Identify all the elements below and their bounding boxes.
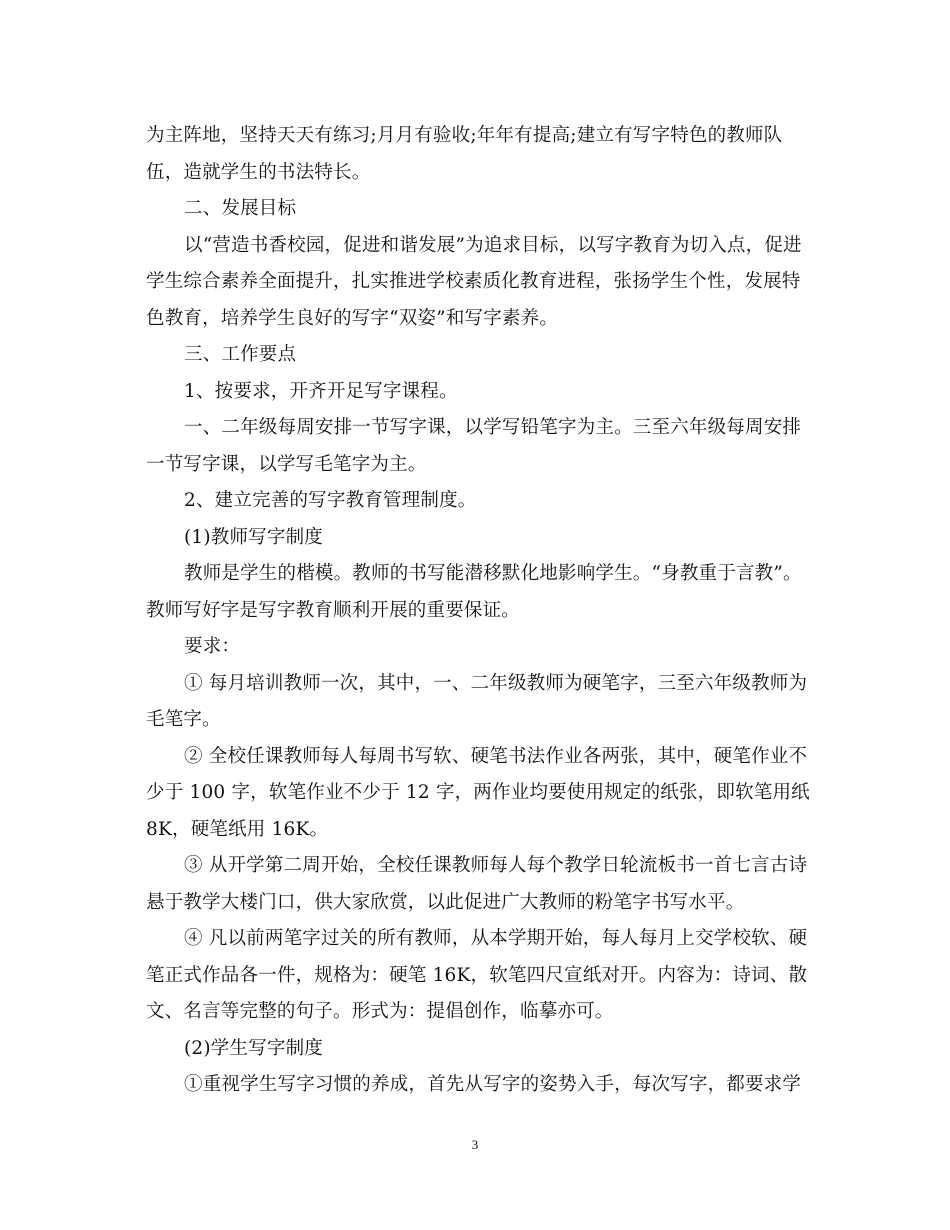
text-line: 教师写好字是写字教育顺利开展的重要保证。 [146, 599, 521, 621]
text-line: 要求： [184, 636, 241, 657]
page-number: 3 [471, 1137, 479, 1152]
text-line: (1)教师写字制度 [184, 526, 324, 548]
text-line: 笔正式作品各一件，规格为：硬笔 16K，软笔四尺宣纸对开。内容为：诗词、散 [146, 964, 808, 986]
text-line: 学生综合素养全面提升，扎实推进学校素质化教育进程，张扬学生个性，发展特 [146, 271, 801, 292]
text-line: 2、建立完善的写字教育管理制度。 [184, 490, 477, 511]
text-line: (2)学生写字制度 [184, 1037, 324, 1059]
text-line: ① 每月培训教师一次，其中，一、二年级教师为硬笔字，三至六年级教师为 [184, 672, 808, 694]
document-body [146, 118, 810, 1104]
text-line: 二、发展目标 [184, 198, 297, 219]
text-line: 悬于教学大楼门口，供大家欣赏，以此促进广大教师的粉笔字书写水平。 [146, 891, 745, 913]
text-line: 伍，造就学生的书法特长。 [146, 161, 371, 183]
text-line: 8K，硬笔纸用 16K。 [146, 818, 329, 840]
text-line: 为主阵地，坚持天天有练习;月月有验收;年年有提高;建立有写字特色的教师队 [146, 125, 783, 146]
text-line: ④ 凡以前两笔字过关的所有教师，从本学期开始，每人每月上交学校软、硬 [184, 928, 808, 949]
text-line: 毛笔字。 [146, 709, 221, 730]
text-line: 以“营造书香校园，促进和谐发展”为追求目标，以写字教育为切入点，促进 [184, 234, 802, 256]
text-line: 1、按要求，开齐开足写字课程。 [184, 380, 458, 402]
text-line: 一节写字课，以学写毛笔字为主。 [146, 453, 427, 475]
text-line: 教师是学生的楷模。教师的书写能潜移默化地影响学生。“身教重于言教”。 [184, 563, 802, 584]
text-line: 一、二年级每周安排一节写字课，以学写铅笔字为主。三至六年级每周安排 [184, 417, 802, 438]
text-line: 色教育，培养学生良好的写字“双姿”和写字素养。 [146, 307, 559, 329]
text-line: 文、名言等完整的句子。形式为：提倡创作，临摹亦可。 [146, 1001, 614, 1022]
text-line: ② 全校任课教师每人每周书写软、硬笔书法作业各两张，其中，硬笔作业不 [184, 745, 808, 767]
text-line: 三、工作要点 [184, 344, 297, 365]
text-line: ③ 从开学第二周开始，全校任课教师每人每个教学日轮流板书一首七言古诗 [184, 855, 808, 876]
text-line: 少于 100 字，软笔作业不少于 12 字，两作业均要使用规定的纸张，即软笔用纸 [146, 782, 810, 803]
text-line: ①重视学生写字习惯的养成，首先从写字的姿势入手，每次写字，都要求学 [184, 1074, 802, 1095]
